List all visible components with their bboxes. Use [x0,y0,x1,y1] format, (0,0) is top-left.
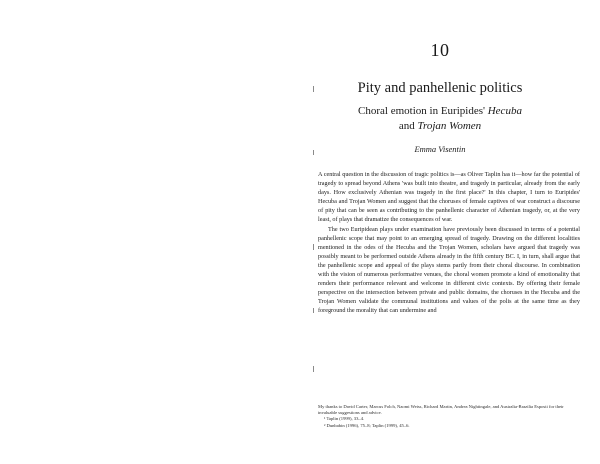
body-paragraph-1: A central question in the discussion of tragic politics is—as Oliver Taplin has it—how far the potential of tragedy to spread beyond Athens 'was built into theatre, and tragedy in particular, already from the early days. How exclusively Athenian was tragedy in the first place?' In this chapter, I turn to Euripides' Hecuba and Trojan Women and suggest that the choruses of female captives of war construct a discourse of pity that can be seen as contributing to the panhellenic character of Athenian tragedy, or, at the very least, of plays that dramatize the consequences of war. [318,171,580,224]
chapter-title: Pity and panhellenic politics [357,80,523,96]
scan-edge-mark [313,366,314,372]
subtitle-and: and [398,120,415,132]
footnote-1: ¹ Taplin (1999), 33–4. [324,416,365,422]
subtitle-prefix: Choral emotion in Euripides' [358,105,485,117]
subtitle-line-2 [350,119,530,134]
subtitle-line-1 [350,104,530,119]
footnote-2: ² Dunbabin (1996), 75–8; Taplin (1999), 45–6. [324,422,410,428]
subtitle-work-hecuba: Hecuba [487,105,522,117]
chapter-subtitle [350,104,530,134]
scan-edge-mark [313,244,314,250]
body-paragraph-2: The two Euripidean plays under examination have previously been discussed in terms of a potential panhellenic scope that may point to an emerging spread of tragedy. Drawing on the different localities mentioned in the odes of the Hecuba and the Trojan Women, scholars have argued that tragedy was possibly meant to be performed outside Athens already in the fifth century BC. I, in turn, shall argue that the panhellenic scope and appeal of the plays stems partly from their choral discourse. In combination with the vision of numerous performative venues, the choral women promote a kind of emotionality that renders their performance relevant and welcome in different civic contexts. By offering their female perspective on the intersection between private and public domains, the choruses in the Hecuba and the Trojan Women validate the communal institutions and values of the polis at the same time as they foreground the morality that can undermine and [318,225,580,315]
chapter-number: 10 [430,40,450,60]
footnote-acknowledgement: My thanks to David Carter, Marcus Folch, Naomi Weiss, Richard Martin, Andrea Nightingale, and Australia-Brazilia Esposti for their invaluable suggestions and advice. [318,404,564,416]
scan-edge-mark [313,308,314,313]
scan-edge-mark [313,86,314,92]
scan-edge-mark [313,150,314,155]
chapter-body [318,170,580,316]
chapter-author: Emma Visentin [414,144,466,154]
subtitle-work-trojan-women: Trojan Women [417,120,482,132]
footnotes [318,404,580,429]
